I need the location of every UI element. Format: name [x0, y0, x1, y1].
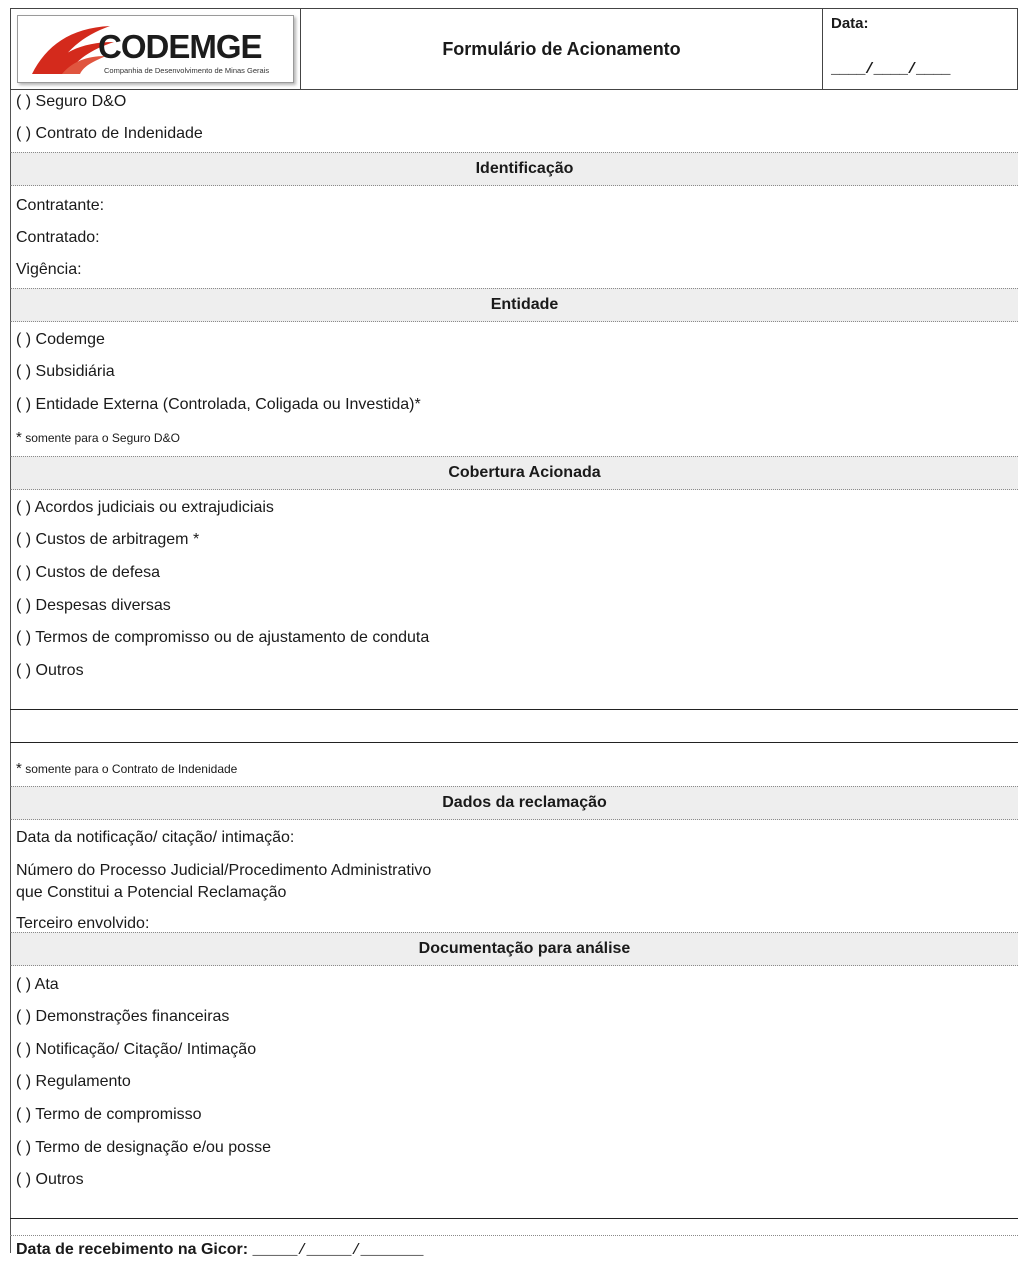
option-regulamento[interactable]: ( ) Regulamento [16, 1073, 131, 1090]
footer-recebimento [10, 1240, 1018, 1261]
logo-brand-text: CODEMGE [98, 28, 262, 65]
codemge-logo [17, 15, 294, 83]
footer-label: Data de recebimento na Gicor: [16, 1241, 249, 1258]
processo-line-2: que Constitui a Potencial Reclamação [16, 884, 287, 901]
outros-write-line-1[interactable] [10, 709, 1018, 710]
logo-cell [11, 9, 301, 89]
option-codemge[interactable]: ( ) Codemge [16, 331, 105, 348]
date-blank-field[interactable]: ____/____/____ [831, 61, 951, 78]
option-subsidiaria[interactable]: ( ) Subsidiária [16, 363, 115, 380]
option-custos-arbitragem[interactable]: ( ) Custos de arbitragem * [16, 531, 200, 548]
option-outros-cobertura[interactable]: ( ) Outros [16, 662, 84, 679]
form-title: Formulário de Acionamento [301, 9, 823, 89]
note-seguro-do [10, 428, 1018, 448]
footer-divider [10, 1235, 1018, 1236]
note-star: * [16, 760, 22, 777]
section-entidade: Entidade [10, 288, 1018, 322]
field-terceiro-envolvido: Terceiro envolvido: [16, 915, 150, 932]
outros-write-line-2[interactable] [10, 742, 1018, 743]
field-contratado: Contratado: [16, 229, 100, 246]
option-acordos[interactable]: ( ) Acordos judiciais ou extrajudiciais [16, 499, 274, 516]
option-entidade-externa[interactable]: ( ) Entidade Externa (Controlada, Coligada ou Investida)* [16, 396, 421, 413]
field-numero-processo [10, 860, 1018, 904]
option-termos-compromisso[interactable]: ( ) Termos de compromisso ou de ajustamento de conduta [16, 629, 430, 646]
option-termo-designacao[interactable]: ( ) Termo de designação e/ou posse [16, 1139, 271, 1156]
option-termo-compromisso[interactable]: ( ) Termo de compromisso [16, 1106, 202, 1123]
option-notificacao[interactable]: ( ) Notificação/ Citação/ Intimação [16, 1041, 257, 1058]
option-ata[interactable]: ( ) Ata [16, 976, 59, 993]
field-vigencia: Vigência: [16, 261, 82, 278]
note-star: * [16, 429, 22, 446]
logo-tagline: Companhia de Desenvolvimento de Minas Gerais [104, 66, 270, 75]
form-header [10, 8, 1018, 90]
option-demonstracoes[interactable]: ( ) Demonstrações financeiras [16, 1008, 230, 1025]
note-text: somente para o Contrato de Indenidade [25, 762, 238, 776]
field-contratante: Contratante: [16, 197, 105, 214]
section-identificacao: Identificação [10, 152, 1018, 186]
option-seguro-do[interactable]: ( ) Seguro D&O [16, 93, 127, 110]
section-reclamacao: Dados da reclamação [10, 786, 1018, 820]
field-data-notificacao: Data da notificação/ citação/ intimação: [16, 829, 295, 846]
option-outros-documentacao[interactable]: ( ) Outros [16, 1171, 84, 1188]
section-cobertura: Cobertura Acionada [10, 456, 1018, 490]
option-custos-defesa[interactable]: ( ) Custos de defesa [16, 564, 161, 581]
outros-documentacao-write-line[interactable] [10, 1218, 1018, 1219]
footer-date-blank[interactable]: _____/_____/_______ [252, 1242, 424, 1259]
section-documentacao: Documentação para análise [10, 932, 1018, 966]
note-contrato-indenidade [10, 759, 1018, 779]
note-text: somente para o Seguro D&O [25, 431, 180, 445]
option-contrato-indenidade[interactable]: ( ) Contrato de Indenidade [16, 125, 203, 142]
option-despesas-diversas[interactable]: ( ) Despesas diversas [16, 597, 171, 614]
date-label: Data: [831, 15, 869, 32]
date-cell [823, 9, 1018, 89]
processo-line-1: Número do Processo Judicial/Procedimento Administrativo [16, 862, 432, 879]
